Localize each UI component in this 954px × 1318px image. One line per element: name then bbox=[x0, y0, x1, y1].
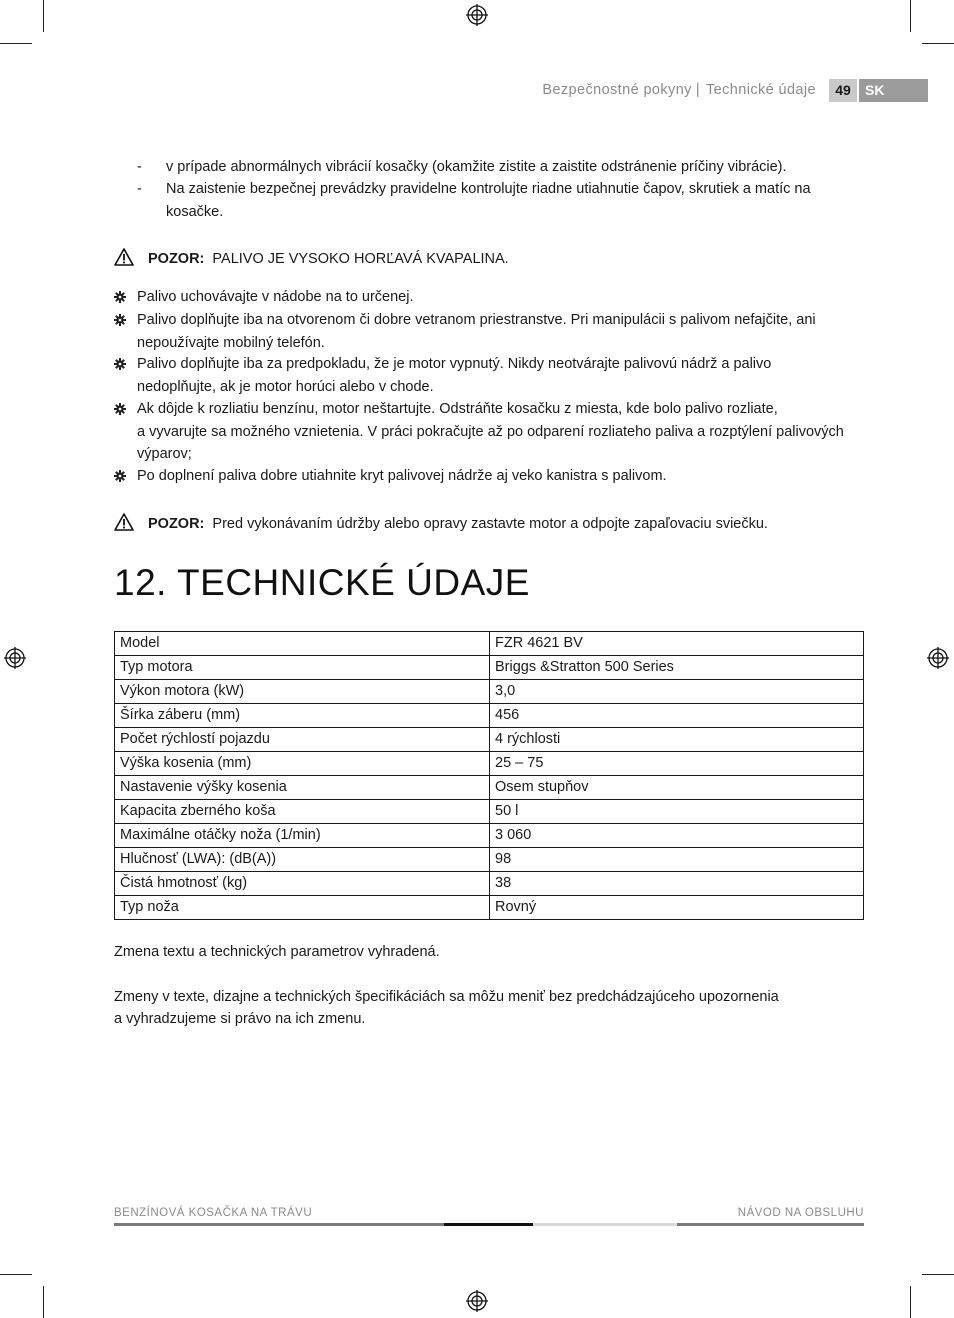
spec-label: Čistá hmotnosť (kg) bbox=[115, 872, 490, 896]
spec-value: 456 bbox=[490, 704, 864, 728]
spec-label: Hlučnosť (LWA): (dB(A)) bbox=[115, 848, 490, 872]
list-item bbox=[137, 178, 842, 223]
gear-bullet-icon bbox=[114, 358, 126, 370]
list-item bbox=[114, 286, 866, 309]
registration-mark-icon bbox=[927, 647, 949, 669]
header-separator: | bbox=[695, 82, 700, 98]
crop-mark bbox=[0, 1274, 32, 1275]
spec-value: 4 rýchlosti bbox=[490, 728, 864, 752]
spec-value: Osem stupňov bbox=[490, 776, 864, 800]
warning-triangle-icon bbox=[114, 513, 134, 531]
list-item-continuation: a vyvarujte sa možného vznietenia. V práci pokračujte až po odparení rozliateho paliva a rozptýlení palivových výparov; bbox=[137, 423, 844, 462]
spec-value: 3 060 bbox=[490, 824, 864, 848]
list-item-text: Palivo uchovávajte v nádobe na to určenej. bbox=[137, 289, 414, 305]
dash-mark: - bbox=[137, 159, 142, 175]
spec-label: Výkon motora (kW) bbox=[115, 680, 490, 704]
table-row bbox=[115, 728, 864, 752]
crop-mark bbox=[910, 0, 911, 32]
list-item-text: v prípade abnormálnych vibrácií kosačky (okamžite zistite a zaistite odstránenie príčiny vibrácie). bbox=[166, 159, 787, 175]
spec-label: Maximálne otáčky noža (1/min) bbox=[115, 824, 490, 848]
footer-rule bbox=[444, 1223, 533, 1226]
list-item bbox=[114, 309, 849, 354]
spec-value: 25 – 75 bbox=[490, 752, 864, 776]
spec-value: 38 bbox=[490, 872, 864, 896]
section-title: 12. TECHNICKÉ ÚDAJE bbox=[114, 562, 530, 603]
dash-mark: - bbox=[137, 181, 142, 197]
list-item bbox=[114, 398, 874, 466]
page-number: 49 bbox=[829, 79, 857, 102]
spec-value: FZR 4621 BV bbox=[490, 632, 864, 656]
list-item bbox=[137, 156, 867, 179]
spec-label: Kapacita zberného koša bbox=[115, 800, 490, 824]
header-section: Bezpečnostné pokyny bbox=[542, 82, 692, 98]
list-item-text: Palivo doplňujte iba na otvorenom či dobre vetranom priestranstve. Pri manipulácii s palivom nefajčite, ani nepoužívajte mobilný telefón. bbox=[137, 312, 816, 351]
gear-bullet-icon bbox=[114, 403, 126, 415]
note-text: Zmena textu a technických parametrov vyhradená. bbox=[114, 944, 440, 960]
gear-bullet-icon bbox=[114, 470, 126, 482]
table-row bbox=[115, 752, 864, 776]
table-row bbox=[115, 656, 864, 680]
note-text: Zmeny v texte, dizajne a technických špecifikáciách sa môžu meniť bez predchádzajúceho upozornenia bbox=[114, 989, 779, 1005]
list-item-text: Palivo doplňujte iba za predpokladu, že je motor vypnutý. Nikdy neotvárajte palivovú nádrž a palivo nedoplňujte, ak je motor horúci alebo v chode. bbox=[137, 356, 772, 395]
footer-rule bbox=[114, 1223, 444, 1226]
gear-bullet-icon bbox=[114, 291, 126, 303]
spec-value: 98 bbox=[490, 848, 864, 872]
spec-label: Typ noža bbox=[115, 896, 490, 920]
spec-label: Model bbox=[115, 632, 490, 656]
table-row bbox=[115, 632, 864, 656]
list-item bbox=[114, 353, 809, 398]
running-header bbox=[542, 82, 816, 98]
footer-rule bbox=[533, 1223, 677, 1226]
crop-mark bbox=[43, 1286, 44, 1318]
spec-label: Počet rýchlostí pojazdu bbox=[115, 728, 490, 752]
list-item-text: Na zaistenie bezpečnej prevádzky pravidelne kontrolujte riadne utiahnutie čapov, skrutiek a matíc na kosačke. bbox=[166, 181, 811, 220]
note-text: a vyhradzujeme si právo na ich zmenu. bbox=[114, 1011, 366, 1027]
table-row bbox=[115, 896, 864, 920]
warning-notice bbox=[114, 248, 874, 271]
gear-bullet-icon bbox=[114, 314, 126, 326]
crop-mark bbox=[922, 1274, 954, 1275]
crop-mark bbox=[910, 1286, 911, 1318]
footer-right: NÁVOD NA OBSLUHU bbox=[737, 1207, 864, 1219]
registration-mark-icon bbox=[466, 4, 488, 26]
warning-label: POZOR: bbox=[148, 251, 205, 267]
crop-mark bbox=[43, 0, 44, 32]
crop-mark bbox=[922, 43, 954, 44]
spec-label: Šírka záberu (mm) bbox=[115, 704, 490, 728]
spec-value: Rovný bbox=[490, 896, 864, 920]
spec-label: Typ motora bbox=[115, 656, 490, 680]
footer-rule bbox=[677, 1223, 864, 1226]
warning-text: PALIVO JE VYSOKO HORĽAVÁ KVAPALINA. bbox=[212, 251, 509, 267]
warning-text: Pred vykonávaním údržby alebo opravy zastavte motor a odpojte zapaľovaciu sviečku. bbox=[212, 516, 768, 532]
footer-left: BENZÍNOVÁ KOSAČKA NA TRÁVU bbox=[114, 1207, 313, 1219]
registration-mark-icon bbox=[466, 1290, 488, 1312]
warning-label: POZOR: bbox=[148, 516, 205, 532]
table-row bbox=[115, 872, 864, 896]
list-item-text: Ak dôjde k rozliatiu benzínu, motor neštartujte. Odstráňte kosačku z miesta, kde bolo palivo rozliate, bbox=[137, 401, 778, 417]
table-row bbox=[115, 776, 864, 800]
table-row bbox=[115, 704, 864, 728]
spec-value: Briggs &Stratton 500 Series bbox=[490, 656, 864, 680]
warning-notice bbox=[114, 513, 874, 536]
header-chapter: Technické údaje bbox=[706, 82, 816, 98]
list-item-text: Po doplnení paliva dobre utiahnite kryt palivovej nádrže aj veko kanistra s palivom. bbox=[137, 468, 667, 484]
language-badge: SK bbox=[859, 79, 928, 102]
table-row bbox=[115, 680, 864, 704]
spec-label: Nastavenie výšky kosenia bbox=[115, 776, 490, 800]
registration-mark-icon bbox=[4, 647, 26, 669]
warning-triangle-icon bbox=[114, 248, 134, 266]
table-row bbox=[115, 848, 864, 872]
spec-value: 3,0 bbox=[490, 680, 864, 704]
spec-label: Výška kosenia (mm) bbox=[115, 752, 490, 776]
spec-value: 50 l bbox=[490, 800, 864, 824]
table-row bbox=[115, 800, 864, 824]
crop-mark bbox=[0, 43, 32, 44]
specs-table bbox=[114, 631, 864, 920]
list-item bbox=[114, 465, 866, 488]
table-row bbox=[115, 824, 864, 848]
